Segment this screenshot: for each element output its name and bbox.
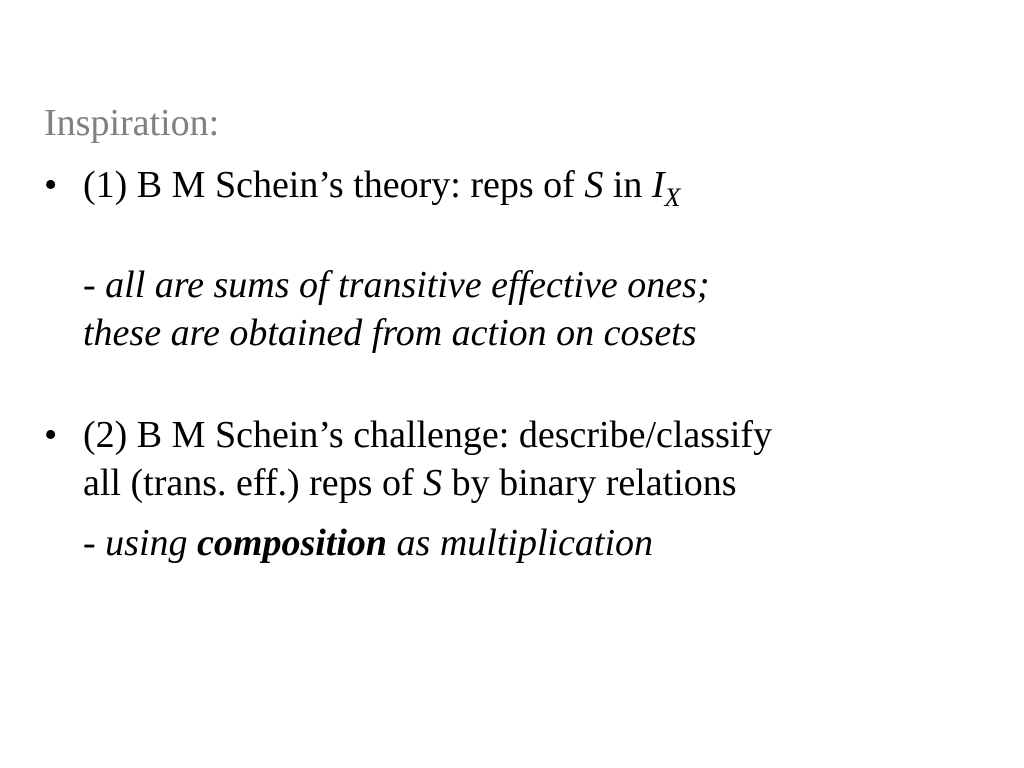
item2-note [83,518,653,568]
item1-sub-x: X [664,183,681,212]
item2-note-rest: as multiplication [387,522,654,564]
item2-line2-prefix: all (trans. eff.) reps of [83,462,424,504]
item2-line2-suffix: by binary relations [442,462,737,504]
bullet-icon: • [44,414,58,456]
item2-line2 [83,458,737,508]
item1-note-dash: - [83,264,106,306]
slide-heading: Inspiration: [44,102,220,144]
item2-note-composition: composition [197,522,388,564]
item1-var-s: S [584,164,604,206]
item1-note-line2: these are obtained from action on cosets [83,312,697,354]
item2-var-s: S [423,462,443,504]
bullet-icon: • [44,164,58,206]
item1-in-text: in [603,164,652,206]
bullet-item-2 [44,410,772,460]
item1-var-i: I [651,164,665,206]
item2-note-dash: - [83,522,106,564]
item2-line1: (2) B M Schein’s challenge: describe/classify [83,414,773,456]
item1-note-text1: all are sums of transitive effective ones; [105,264,710,306]
item1-prefix: (1) B M Schein’s theory: reps of [83,164,585,206]
item1-note-line1 [83,260,710,310]
item2-note-using: using [105,522,198,564]
bullet-item-1 [44,160,680,223]
